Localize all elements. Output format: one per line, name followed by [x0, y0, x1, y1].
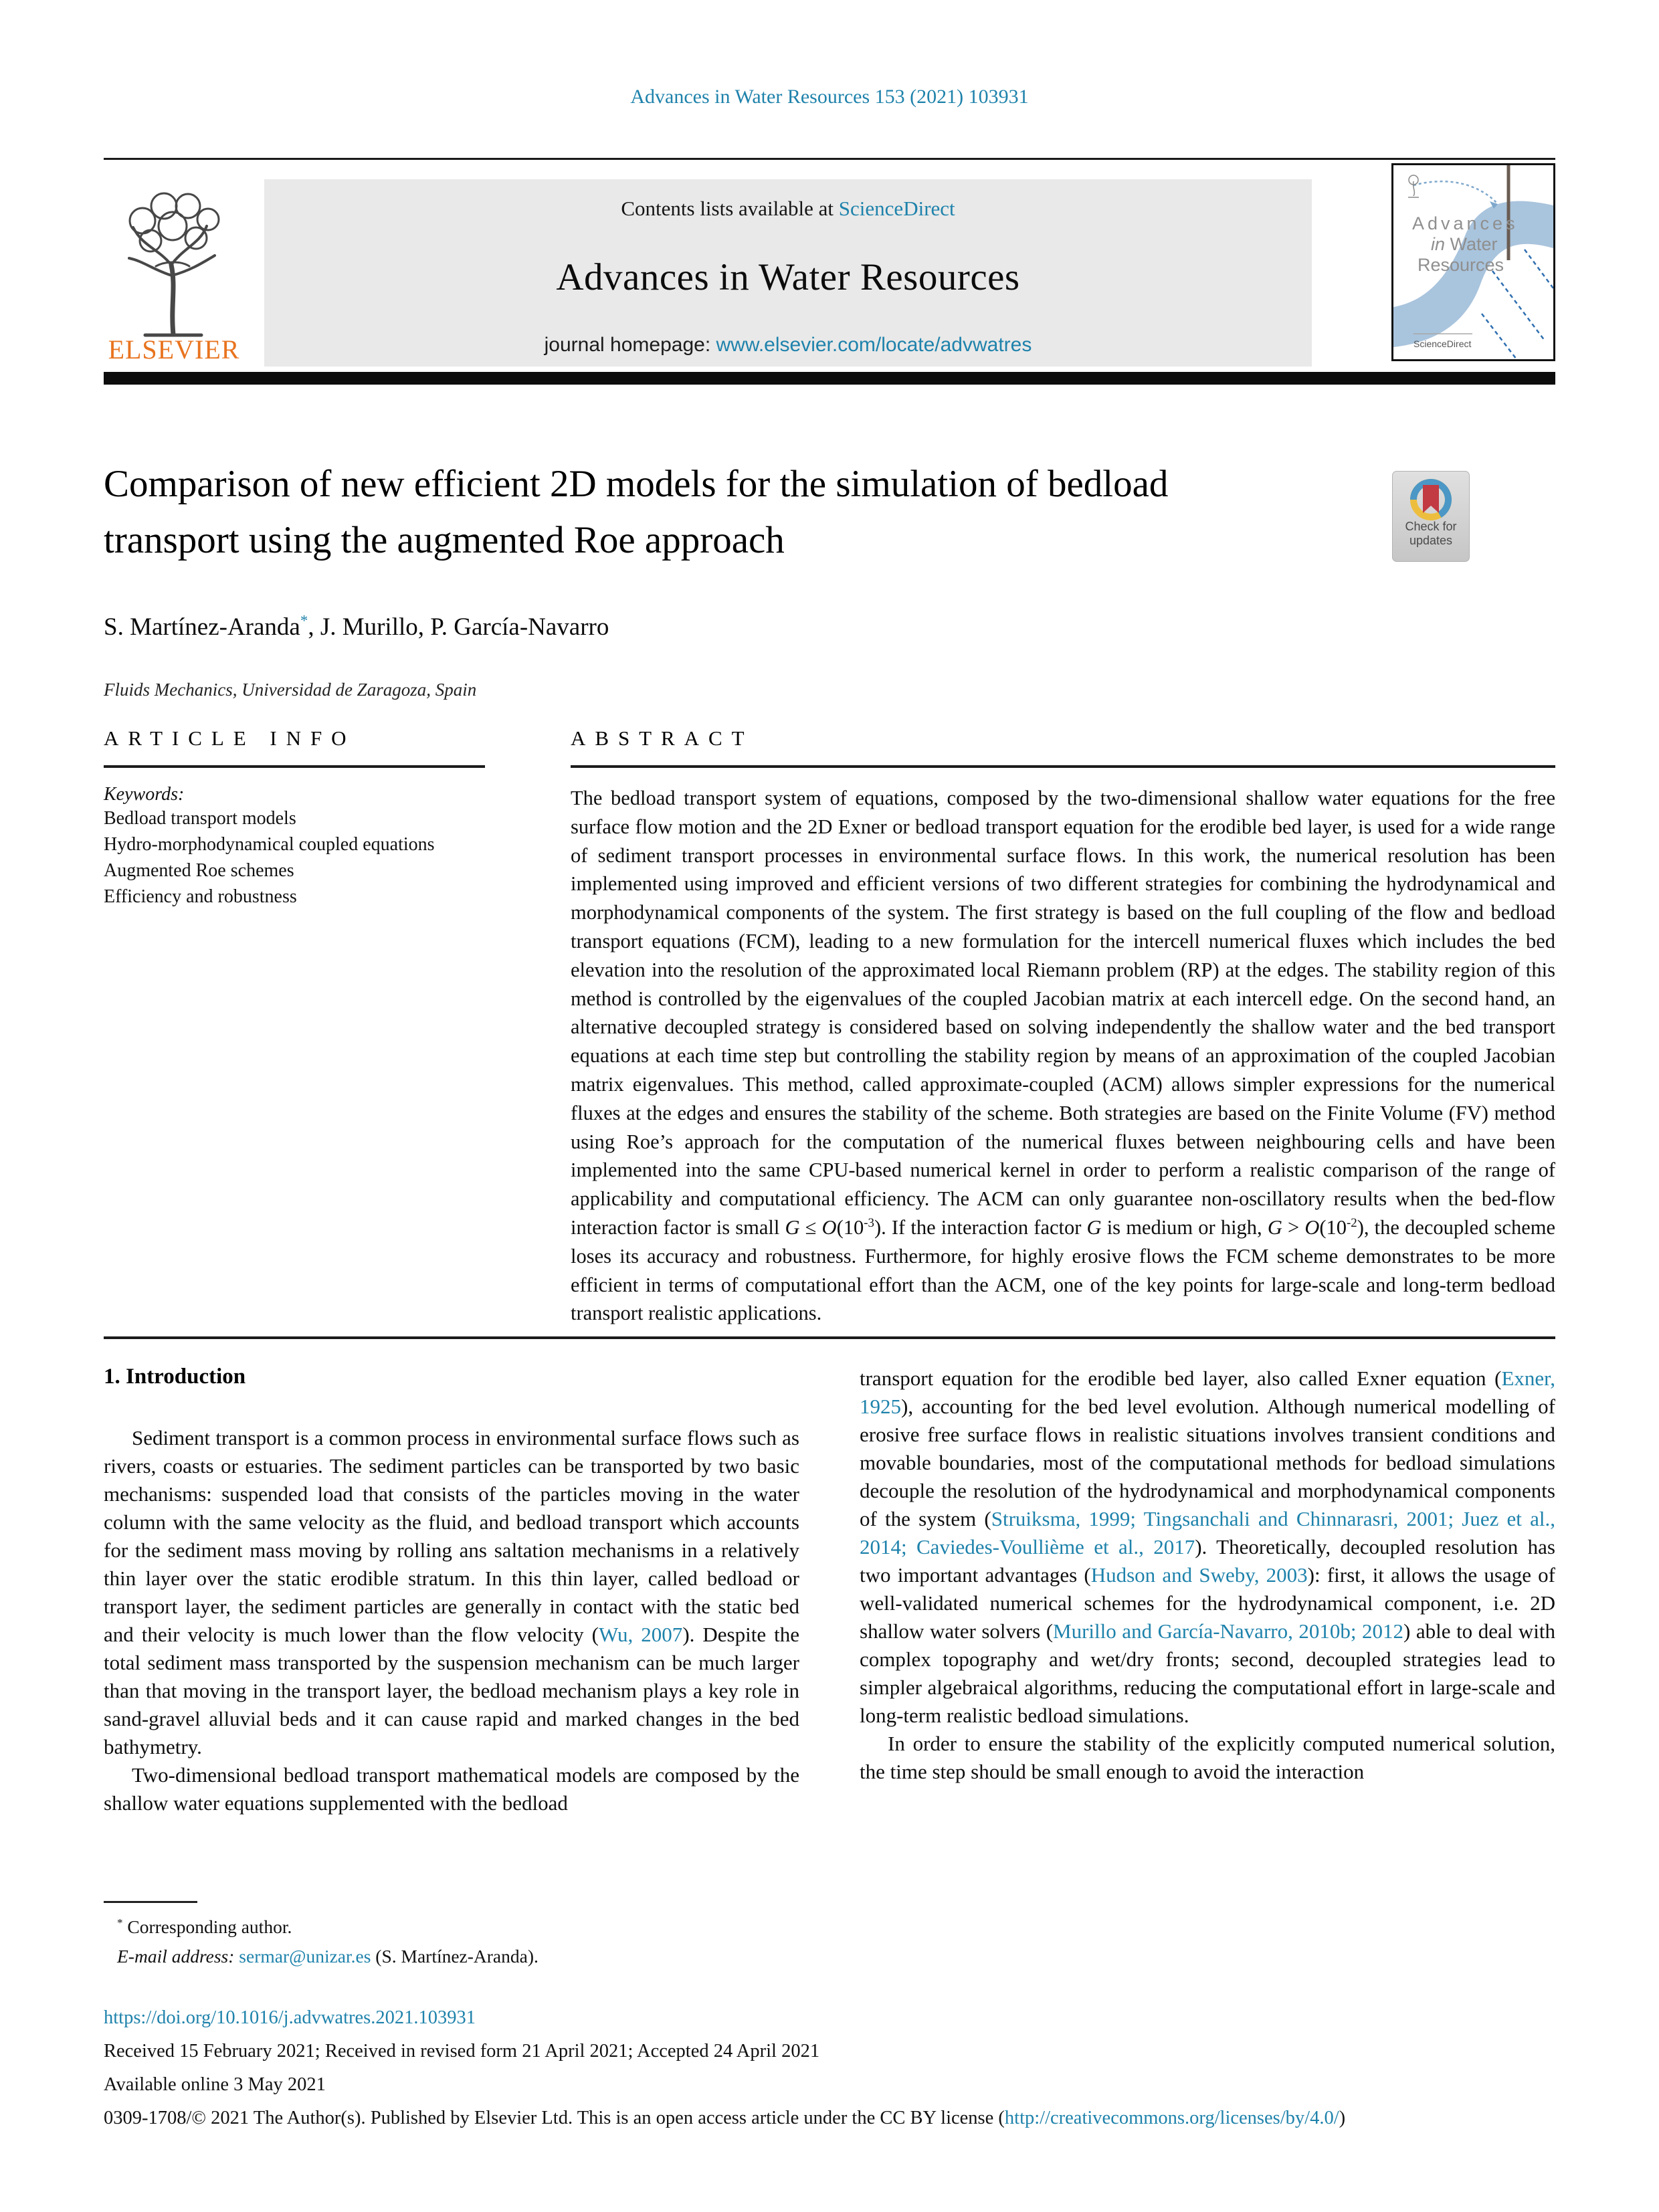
imprint-block	[104, 2001, 1555, 2135]
section-divider-rule	[104, 1336, 1555, 1339]
text-segment: 0309-1708/© 2021 The Author(s). Published by Elsevier Ltd. This is an open access article under the CC BY license (	[104, 2108, 1005, 2128]
authors-line	[104, 613, 1555, 641]
check-updates-label: Check for updates	[1405, 520, 1457, 547]
received-dates: Received 15 February 2021; Received in revised form 21 April 2021; Accepted 24 April 2021	[104, 2041, 820, 2062]
email-note	[104, 1942, 1555, 1971]
top-rule	[104, 158, 1555, 160]
available-online: Available online 3 May 2021	[104, 2074, 326, 2095]
introduction-heading: 1. Introduction	[104, 1365, 246, 1389]
abstract-text	[571, 784, 1555, 1328]
elsevier-logo[interactable]	[104, 179, 244, 367]
title-block	[104, 456, 1555, 569]
text-segment: -2	[1347, 1215, 1357, 1230]
inline-link[interactable]: sermar@unizar.es	[239, 1946, 371, 1967]
text-segment: G	[785, 1215, 800, 1239]
text-segment: (10	[1319, 1215, 1347, 1239]
text-segment: )	[1339, 2108, 1346, 2128]
inline-link[interactable]: *	[300, 612, 308, 629]
text-segment: ). Theoretically, decoupled resolution has two important advantages (	[860, 1535, 1555, 1587]
inline-link[interactable]: Wu, 2007	[599, 1623, 683, 1646]
text-segment: ). Despite the total sediment mass transported by the suspension mechanism can be much larger than that moving in the transport layer, the bedload mechanism plays a key role in sand-gravel alluvial beds and it can cause rapid and marked changes in the bed bathymetry.	[104, 1623, 799, 1758]
abstract-column	[571, 726, 1555, 1328]
keyword-item: Augmented Roe schemes	[104, 860, 294, 881]
keyword-item: Hydro-morphodynamical coupled equations	[104, 834, 435, 855]
introduction-section	[104, 1365, 1555, 1896]
affiliation: Fluids Mechanics, Universidad de Zaragoza, Spain	[104, 680, 477, 700]
svg-text:Advances: Advances	[1412, 213, 1519, 233]
text-segment: ), accounting for the bed level evolution. Although numerical modelling of erosive free surface flows in realistic situations involves transient conditions and movable boundaries, most of the computational methods for bedload simulations decouple the resolution of the hydrodynamical and morphodynamical components of the system (	[860, 1395, 1555, 1530]
text-segment: , J. Murillo, P. García-Navarro	[308, 613, 609, 641]
keyword-item: Bedload transport models	[104, 808, 296, 829]
homepage-line	[264, 334, 1312, 357]
abstract-heading: ABSTRACT	[571, 726, 754, 750]
abstract-rule	[571, 765, 1555, 768]
intro-paragraph	[860, 1730, 1555, 1786]
text-segment: G	[1086, 1215, 1102, 1239]
text-segment: -3	[864, 1215, 874, 1230]
journal-homepage-link[interactable]: www.elsevier.com/locate/advwatres	[716, 334, 1032, 356]
text-segment: (10	[836, 1215, 864, 1239]
copyright-line	[104, 2102, 1555, 2135]
intro-paragraph	[104, 1761, 799, 1817]
check-for-updates-badge[interactable]	[1392, 471, 1470, 562]
journal-header	[104, 179, 1555, 367]
footnote-rule	[104, 1901, 197, 1903]
info-abstract-section	[104, 726, 1555, 1328]
inline-link[interactable]: Exner, 1925	[860, 1367, 1555, 1418]
article-info-rule	[104, 765, 485, 768]
text-segment: is medium or high,	[1101, 1215, 1268, 1239]
text-segment: G	[1267, 1215, 1282, 1239]
homepage-prefix: journal homepage:	[544, 334, 716, 356]
text-segment: *	[117, 1916, 123, 1929]
text-segment: In order to ensure the stability of the explicitly computed numerical solution, the time step should be small enough to avoid the interaction	[860, 1732, 1555, 1783]
header-divider-bar	[104, 372, 1555, 385]
journal-cover-thumbnail	[1391, 163, 1555, 361]
sciencedirect-link[interactable]: ScienceDirect	[838, 197, 955, 220]
svg-text:in Water: in Water	[1431, 234, 1498, 254]
svg-text:Resources: Resources	[1418, 255, 1504, 275]
journal-title: Advances in Water Resources	[556, 256, 1020, 298]
text-segment: Sediment transport is a common process in environmental surface flows such as rivers, coasts or estuaries. The sediment particles can be transported by two basic mechanisms: suspended load that consists of the particles moving in the water column with the same velocity as the fluid, and bedload transport which accounts for the sediment mass moving by rolling ans saltation mechanisms in a relatively thin layer over the static erodible stratum. In this thin layer, called bedload or transport layer, the sediment particles are generally in contact with the static bed and their velocity is much lower than the flow velocity (	[104, 1426, 799, 1646]
inline-link[interactable]: Struiksma, 1999; Tingsanchali and Chinnarasri, 2001; Juez et al., 2014; Caviedes-Voullième et al., 2017	[860, 1507, 1555, 1559]
text-segment: ≤	[799, 1215, 822, 1239]
corresponding-author-note	[104, 1912, 1555, 1942]
journal-banner	[264, 179, 1312, 367]
text-segment: ). If the interaction factor	[874, 1215, 1087, 1239]
inline-link[interactable]: Murillo and García-Navarro, 2010b; 2012	[1053, 1619, 1404, 1643]
text-segment: ), the decoupled scheme loses its accuracy and robustness. Furthermore, for highly erosive flows the FCM scheme demonstrates to be more efficient in terms of computational effort than the ACM, one of the key points for large-scale and long-term bedload transport realistic applications.	[571, 1215, 1555, 1325]
text-segment: The bedload transport system of equations, composed by the two-dimensional shallow water equations for the free surface flow motion and the 2D Exner or bedload transport equation for the erodible bed layer, is used for a wide range of sediment transport processes in environmental surface flows. In this work, the numerical resolution has been implemented using improved and efficient versions of two different strategies for combining the hydrodynamical and morphodynamical components of the system. The first strategy is based on the full coupling of the flow and bedload transport equations (FCM), leading to a new formulation for the intercell numerical fluxes which includes the bed elevation into the resolution of the approximated local Riemann problem (RP) at the edges. The stability region of this method is controlled by the eigenvalues of the coupled Jacobian matrix at each intercell edge. On the second hand, an alternative decoupled strategy is considered based on solving independently the shallow water and the bed transport equations at each time step but controlling the stability region by means of an approximation of the coupled Jacobian matrix eigenvalues. This method, called approximate-coupled (ACM) allows simpler expressions for the numerical fluxes at the edges and ensures the stability of the scheme. Both strategies are based on the Finite Volume (FV) method using Roe’s approach for the computation of the numerical fluxes between neighbouring cells and have been implemented into the same CPU-based numerical kernel in order to perform a realistic comparison of the range of applicability and computational efficiency. The ACM can only guarantee non-oscillatory results when the bed-flow interaction factor is small	[571, 787, 1555, 1239]
text-segment: >	[1282, 1215, 1305, 1239]
text-segment: (S. Martínez-Aranda).	[371, 1946, 539, 1967]
journal-reference[interactable]: Advances in Water Resources 153 (2021) 103931	[630, 86, 1029, 108]
text-segment: ): first, it allows the usage of well-validated numerical schemes for the hydrodynamical component, i.e. 2D shallow water solvers (	[860, 1563, 1555, 1643]
cover-sciencedirect-label: ScienceDirect	[1413, 338, 1472, 349]
text-segment: Corresponding author.	[122, 1916, 292, 1937]
text-segment: Two-dimensional bedload transport mathematical models are composed by the shallow water equations supplemented with the bedload	[104, 1763, 799, 1815]
keywords-label: Keywords:	[104, 784, 185, 805]
text-segment: O	[821, 1215, 837, 1239]
elsevier-wordmark: ELSEVIER	[108, 334, 240, 365]
article-info-heading: ARTICLE INFO	[104, 726, 356, 750]
journal-cover-art-icon	[1393, 165, 1553, 359]
doi-link[interactable]: https://doi.org/10.1016/j.advwatres.2021.103931	[104, 2007, 476, 2028]
text-segment: transport equation for the erodible bed layer, also called Exner equation (	[860, 1367, 1502, 1390]
article-info-column	[104, 726, 485, 1328]
article-title: Comparison of new efficient 2D models for the simulation of bedload transport using the augmented Roe approach	[104, 463, 1169, 561]
keyword-item: Efficiency and robustness	[104, 886, 297, 907]
inline-link[interactable]: Hudson and Sweby, 2003	[1090, 1563, 1308, 1587]
text-segment: E-mail address:	[117, 1946, 235, 1967]
contents-prefix: Contents lists available at	[621, 197, 839, 220]
text-segment: O	[1304, 1215, 1320, 1239]
intro-paragraph	[860, 1365, 1555, 1730]
text-segment: ) able to deal with complex topography and wet/dry fronts; second, decoupled strategies lead to simpler algebraical algorithms, reducing the computational effort in large-scale and long-term realistic bedload simulations.	[860, 1619, 1555, 1727]
footnote-block	[104, 1901, 1555, 1971]
check-updates-icon	[1393, 476, 1469, 522]
inline-link[interactable]: http://creativecommons.org/licenses/by/4.0/	[1004, 2108, 1339, 2128]
contents-line	[264, 197, 1312, 221]
right-column	[860, 1365, 1555, 1896]
intro-paragraph	[104, 1424, 799, 1761]
elsevier-tree-icon	[104, 179, 244, 337]
text-segment: S. Martínez-Aranda	[104, 613, 300, 641]
left-column	[104, 1365, 799, 1896]
